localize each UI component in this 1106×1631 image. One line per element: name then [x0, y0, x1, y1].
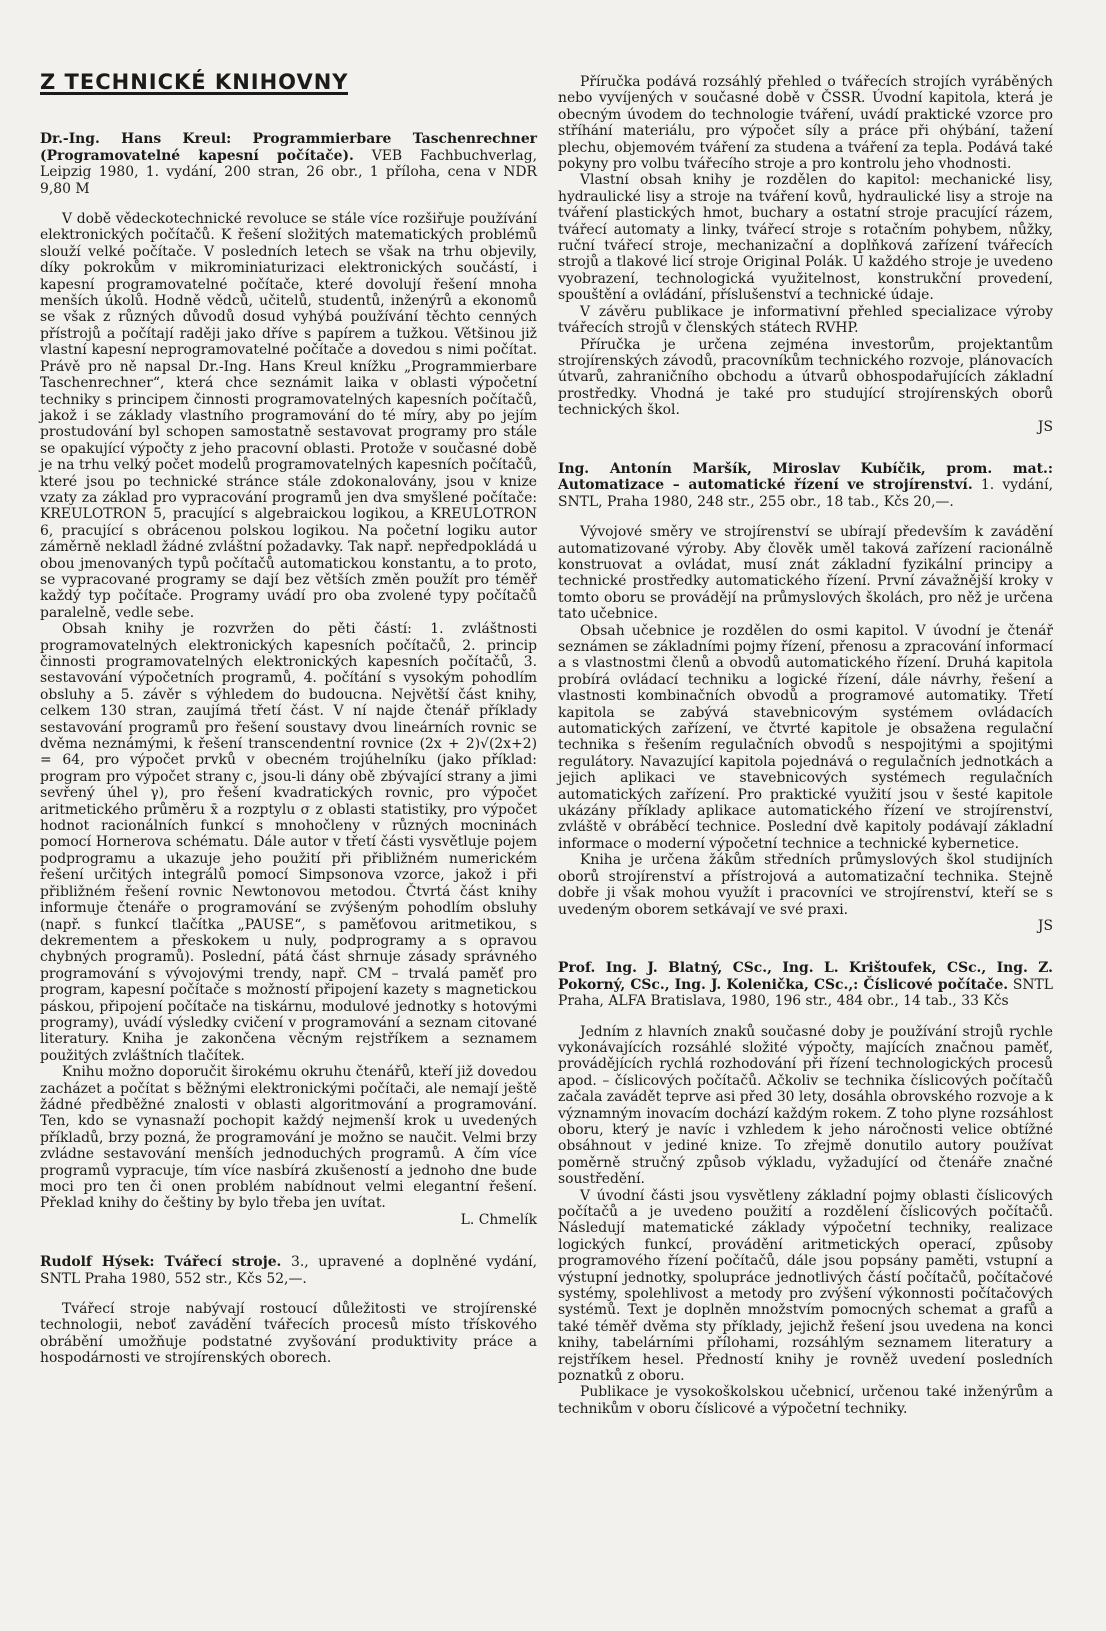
review2-paragraph: V závěru publikace je informativní přehled specializace výroby tvářecích strojů v členských státech RVHP.: [558, 303, 1053, 337]
review2-paragraph: Příručka je určena zejména investorům, projektantům strojírenských závodů, pracovníkům technického rozvoje, plánovacích útvarů, zahraničního obchodu a útvarů obhospodařujících základní prostředky. Vhodná je také pro studující strojírenských oborů technických škol.: [558, 336, 1053, 419]
review3-paragraph: Kniha je určena žákům středních průmyslových škol studijních oborů strojírenství a přístrojová a automatizační technika. Stejně dobře ji však mohou využít i pracovníci ve strojírenství, kteří se s uvedeným oborem setkávají ve své praxi.: [558, 852, 1053, 918]
review3-ref-bold: Ing. Antonín Maršík, Miroslav Kubíčik, prom. mat.: Automatizace – automatické řízení ve strojírenství.: [558, 460, 1053, 494]
review4-ref-bold: Prof. Ing. J. Blatný, CSc., Ing. L. Krištoufek, CSc., Ing. Z. Pokorný, CSc., Ing. J. Kolenička, CSc.,: Číslicové počítače.: [558, 960, 1053, 993]
review1-paragraph: Knihu možno doporučit širokému okruhu čtenářů, kteří již dovedou zacházet a počítat s běžnými elektronickými počítači, ale nemají ještě žádné předběžné znalosti v oblasti algoritmování a programování. Ten, kdo se vynasnaží pochopit každý nejmenší krok u uvedených příkladů, brzy pozná, že programování je možno se naučit. Velmi brzy zvládne sestavování menších jednoduchých programů. A čím více programů vypracuje, tím více nasbírá zkušeností a jednoho dne bude moci pro ten či onen problém nabídnout velmi elegantní řešení. Překlad knihy do češtiny by bylo třeba jen uvítat.: [40, 1064, 537, 1212]
review1-paragraph: Obsah knihy je rozvržen do pěti částí: 1. zvláštnosti programovatelných elektronických kapesních počítačů, 2. princip činnosti programovatelných elektronických kapesních počítačů, 3. sestavování výpočetních programů, 4. počítání s vysokým pohodlím obsluhy a 5. závěr s výhledem do budoucna. Největší část knihy, celkem 130 stran, zaujímá třetí část. V ní najde čtenář příklady sestavování programů pro řešení soustavy dvou lineárních rovnic se dvěma neznámými, k řešení transcendentní rovnice (2x + 2)√(2x+2) = 64, pro výpočet prvků v obecném trojúhelníku (jako příklad: program pro výpočet strany c, jsou-li dány obě zbývající strany a jimi sevřený úhel γ), pro řešení kvadratických rovnic, pro výpočet aritmetického průměru x̄ a rozptylu σ z oblasti statistiky, pro výpočet hodnot racionálních funkcí s mnohočleny v různých mocninách pomocí Hornerova schématu. Dále autor v třetí části vysvětluje pojem podprogramu a ukazuje jeho použití při přibližném numerickém řešení určitých integrálů pomocí Simpsonova vzorce, jakož i při přibližném řešení rovnic Newtonovou metodou. Čtvrtá část knihy informuje čtenáře o programování se zvýšeným pohodlím obsluhy (např. s funkcí tlačítka „PAUSE“, s paměťovou aritmetikou, s dekrementem a přeskokem u nuly, podprogramy a s opravou chybných programů). Poslední, pátá část shrnuje zásady správného programování s vývojovými trendy, např. CM – trvalá paměť pro program, kapesní počítače s možností připojení kazety s magnetickou páskou, připojení počítače na tiskárnu, modulové jednotky s hotovými programy), uvádí výsledky cvičení v programování a seznam citované literatury. Kniha je zakončena věcným rejstříkem a seznamem použitých zvláštních tlačítek.: [40, 621, 537, 1064]
left-column: [40, 70, 538, 1367]
right-column: [558, 74, 1053, 1417]
section-title: Z TECHNICKÉ KNIHOVNY: [40, 70, 349, 94]
review4-paragraph: Publikace je vysokoškolskou učebnicí, určenou také inženýrům a technikům v oboru číslicové a výpočetní techniky.: [558, 1384, 1053, 1417]
review1-ref-rest: VEB Fachbuchverlag, Leipzig 1980, 1. vydání, 200 stran, 26 obr., 1 příloha, cena v NDR 9,80 M: [40, 147, 538, 197]
review3-paragraph: Vývojové směry ve strojírenství se ubírají především k zavádění automatizované výroby. Aby člověk uměl taková zařízení racionálně konstruovat a ovládat, musí znát základní fyzikální principy a technické prostředky automatického řízení. První závažnější kroky v tomto oboru se provádějí na průmyslových školách, pro něž je určena tato učebnice.: [558, 524, 1053, 623]
review2-reference: [40, 1254, 537, 1287]
review2-ref-bold: Rudolf Hýsek: Tvářecí stroje.: [40, 1254, 282, 1271]
review1-paragraph: V době vědeckotechnické revoluce se stále více rozšiřuje používání elektronických počítačů. K řešení složitých matematických problémů slouží velké počítače. V posledních letech se však na trhu objevily, díky pokrokům v mikrominiaturizaci elektronických součástí, i kapesní programovatelné počítače, které dovolují řešení mnoha menších úkolů. Hodně vědců, učitelů, studentů, inženýrů a ekonomů se však z různých důvodů dosud vyhýbá používání těchto cenných přístrojů a počítají raději jako dříve s papírem a tužkou. Většinou již vlastní kapesní neprogramovatelné počítače a dovedou s nimi počítat. Právě pro ně napsal Dr.-Ing. Hans Kreul knížku „Programmierbare Taschenrechner“, která chce seznámit laika v oblasti výpočetní techniky s principem činnosti programovatelných kapesních počítačů, jakož i se základy vlastního programování do té míry, aby po jejím prostudování byl schopen samostatně sestavovat programy pro stále se opakující výpočty z jeho pracovní oblasti. Protože v současné době je na trhu velký počet modelů programovatelných kapesních počítačů, které jsou po technické stránce stále zdokonalovány, jsou v knize vzaty za základ pro vypracování programů jen dva smyšlené počítače: KREULOTRON 5, pracující s algebraickou logikou, a KREULOTRON 6, pracující s obrácenou polskou logikou. Na početní logiku autor záměrně nekladl žádné zvláštní požadavky. Tak např. nepředpokládá u obou jmenovaných typů počítačů automatickou konstantu, a to proto, se vypracované programy se dají bez větších změn použít pro téměř každý typ počítače. Programy uvádí pro oba zvolené typy počítačů paralelně, vedle sebe.: [40, 211, 537, 621]
review2-paragraph: Vlastní obsah knihy je rozdělen do kapitol: mechanické lisy, hydraulické lisy a stroje na tváření kovů, hydraulické lisy a stroje na tváření plastických hmot, buchary a ostatní stroje pracující rázem, tvářecí automaty a linky, tvářecí stroje s rotačním pohybem, nůžky, ruční tvářecí stroje, mechanizační a doplňková zařízení tvářecích strojů a tlakové licí stroje Original Polák. U každého stroje je uvedeno vyobrazení, technologická využitelnost, konstrukční provedení, spouštění a ovládání, příslušenství a technické údaje.: [558, 172, 1053, 304]
review2-paragraph: Tvářecí stroje nabývají rostoucí důležitosti ve strojírenské technologii, neboť zavádění tvářecích procesů místo třískového obrábění umožňuje podstatné zvyšování produktivity práce a hospodárnosti ve strojírenských oborech.: [40, 1301, 537, 1367]
review2-ref-rest: 3., upravené a doplněné vydání, SNTL Praha 1980, 552 str., Kčs 52,—.: [40, 1254, 537, 1287]
review1-reference: [40, 131, 537, 197]
review3-signature: JS: [1037, 917, 1053, 934]
review1-signature: L. Chmelík: [460, 1211, 537, 1228]
review3-ref-rest: 1. vydání, SNTL, Praha 1980, 248 str., 255 obr., 18 tab., Kčs 20,—.: [558, 477, 1053, 510]
review2-paragraph: Příručka podává rozsáhlý přehled o tvářecích strojích vyráběných nebo vyvíjených v současné době v ČSSR. Úvodní kapitola, která je obecným úvodem do technologie tváření, uvádí praktické vzorce pro stříhání materiálu, pro výpočet síly a práce při ohýbání, tažení plechu, objemovém tváření za studena a tváření za tepla. Podává také pokyny pro volbu tvářecího stroje a pro kontrolu jeho vhodnosti.: [558, 74, 1053, 173]
review4-reference: [558, 960, 1053, 1009]
review4-ref-rest: SNTL Praha, ALFA Bratislava, 1980, 196 str., 484 obr., 14 tab., 33 Kčs: [558, 976, 1053, 1010]
review4-paragraph: Jedním z hlavních znaků současné doby je používání strojů rychle vykonávajících rozsáhlé složité výpočty, majících značnou paměť, provádějících rychlá rozhodování při řízení technologických procesů apod. – číslicových počítačů. Ačkoliv se technika číslicových počítačů začala zavádět teprve asi před 30 lety, dosáhla obrovského rozvoje a k významným inovacím dochází každým rokem. Z toho plyne rozsáhlost oboru, který je navíc i vzhledem k jeho náročnosti velice obtížné obsáhnout v jediné knize. To zřejmě donutilo autory používat poměrně stručný způsob výkladu, vyžadující od čtenáře značné soustředění.: [558, 1023, 1053, 1188]
review1-ref-bold: Dr.-Ing. Hans Kreul: Programmierbare Taschenrechner (Programovatelné kapesní počítače).: [40, 131, 537, 164]
review2-signature: JS: [1037, 418, 1053, 435]
review3-paragraph: Obsah učebnice je rozdělen do osmi kapitol. V úvodní je čtenář seznámen se základními pojmy řízení, přenosu a zpracování informací a s vlastnostmi členů a obvodů automatického řízení. Druhá kapitola probírá ovládací techniku a logické řízení, dále návrhy, řešení a vlastnosti kombinačních obvodů a programové automatiky. Třetí kapitola se zabývá stavebnicovým systémem ovládacích automatických zařízení, ve čtvrté kapitole je obsažena regulační technika s řešením regulačních obvodů s nespojitými a spojitými regulátory. Navazující kapitola pojednává o regulačních jednotkách a jejich aplikaci ve stavebnicových systémech regulačních automatických zařízení. Pro praktické využití jsou v šesté kapitole ukázány příklady aplikace automatického řízení ve strojírenství, zvláště v obráběcí technice. Poslední dvě kapitoly podávají základní informace o moderní výpočetní technice a technické kybernetice.: [558, 622, 1053, 852]
review4-paragraph: V úvodní části jsou vysvětleny základní pojmy oblasti číslicových počítačů a je uvedeno použití a rozdělení číslicových počítačů. Následují matematické základy výpočetní techniky, realizace logických funkcí, provádění aritmetických operací, způsoby programového řízení počítačů, dále jsou popsány paměti, vstupní a výstupní jednotky, spolupráce jednotlivých částí počítačů, počítačové systémy, spolehlivost a metody pro zvýšení výkonnosti počítačových systémů. Text je doplněn množstvím pomocných schemat a grafů a také téměř dvěma sty příklady, jejichž řešení jsou uvedena na konci knihy, tabelárními přílohami, rozsáhlým seznamem literatury a rejstříkem hesel. Předností knihy je rovněž uvedení posledních poznatků z oboru.: [558, 1187, 1053, 1385]
review3-reference: [558, 461, 1053, 510]
